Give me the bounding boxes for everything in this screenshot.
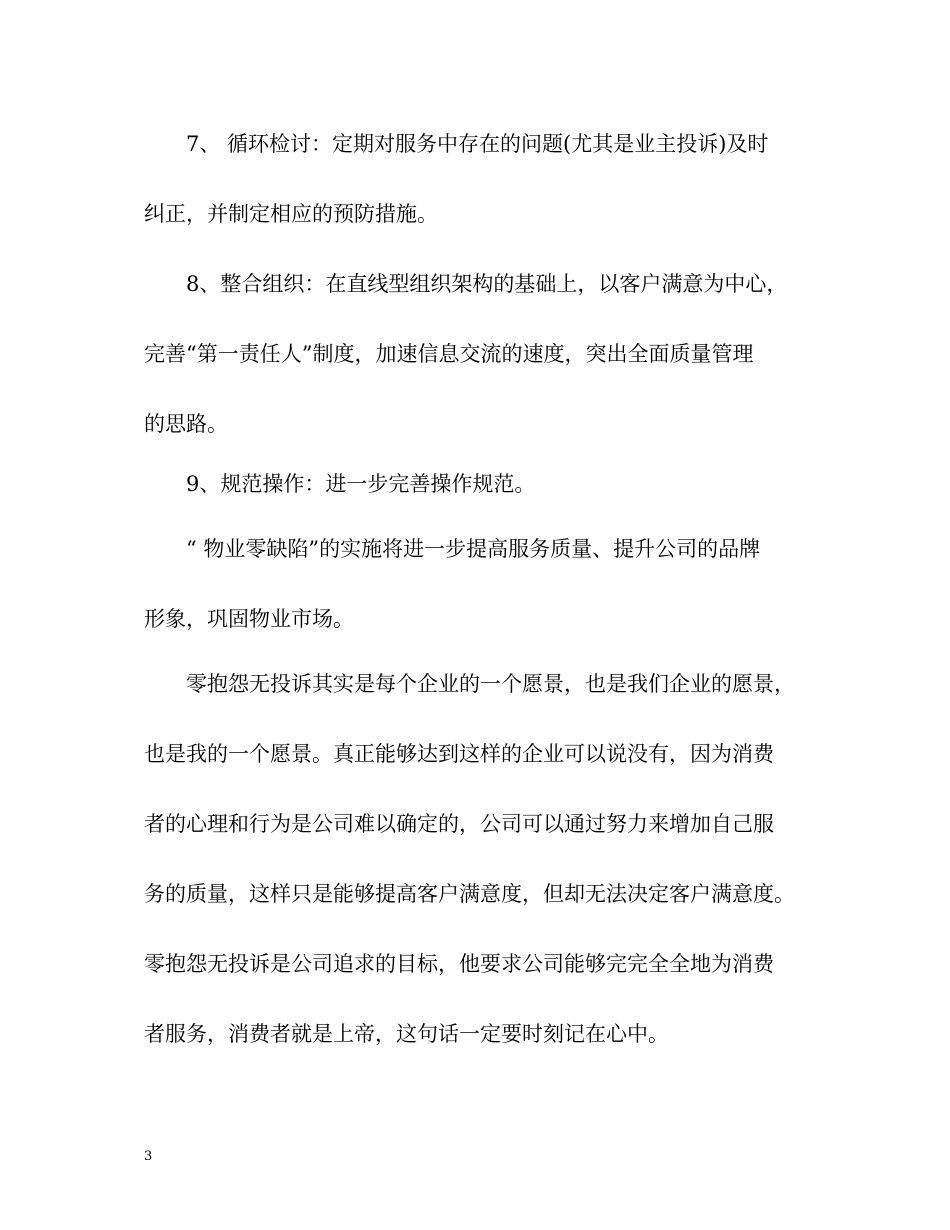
text-line: 形象，巩固物业市场。 xyxy=(144,607,354,631)
text-line: 完善“第一责任人”制度，加速信息交流的速度，突出全面质量管理 xyxy=(144,342,754,366)
text-line: 的思路。 xyxy=(144,412,228,436)
text-line: 者服务，消费者就是上帝，这句话一定要时刻记在心中。 xyxy=(144,1022,669,1046)
text-line: 纠正，并制定相应的预防措施。 xyxy=(144,202,438,226)
text-line: 务的质量，这样只是能够提高客户满意度，但却无法决定客户满意度。 xyxy=(144,882,795,906)
text-line: 8、整合组织：在直线型组织架构的基础上，以客户满意为中心， xyxy=(186,272,788,296)
text-line: 者的心理和行为是公司难以确定的，公司可以通过努力来增加自己服 xyxy=(144,812,774,836)
text-line: 也是我的一个愿景。真正能够达到这样的企业可以说没有，因为消费 xyxy=(144,742,774,766)
text-line: 9、规范操作：进一步完善操作规范。 xyxy=(186,472,536,496)
text-line: 7、 循环检讨：定期对服务中存在的问题(尤其是业主投诉)及时 xyxy=(186,132,769,156)
text-line: “ 物业零缺陷”的实施将进一步提高服务质量、提升公司的品牌 xyxy=(186,537,761,561)
text-line: 零抱怨无投诉是公司追求的目标，他要求公司能够完完全全地为消费 xyxy=(144,952,774,976)
text-line: 零抱怨无投诉其实是每个企业的一个愿景，也是我们企业的愿景， xyxy=(186,672,795,696)
page-number: 3 xyxy=(144,1149,153,1164)
